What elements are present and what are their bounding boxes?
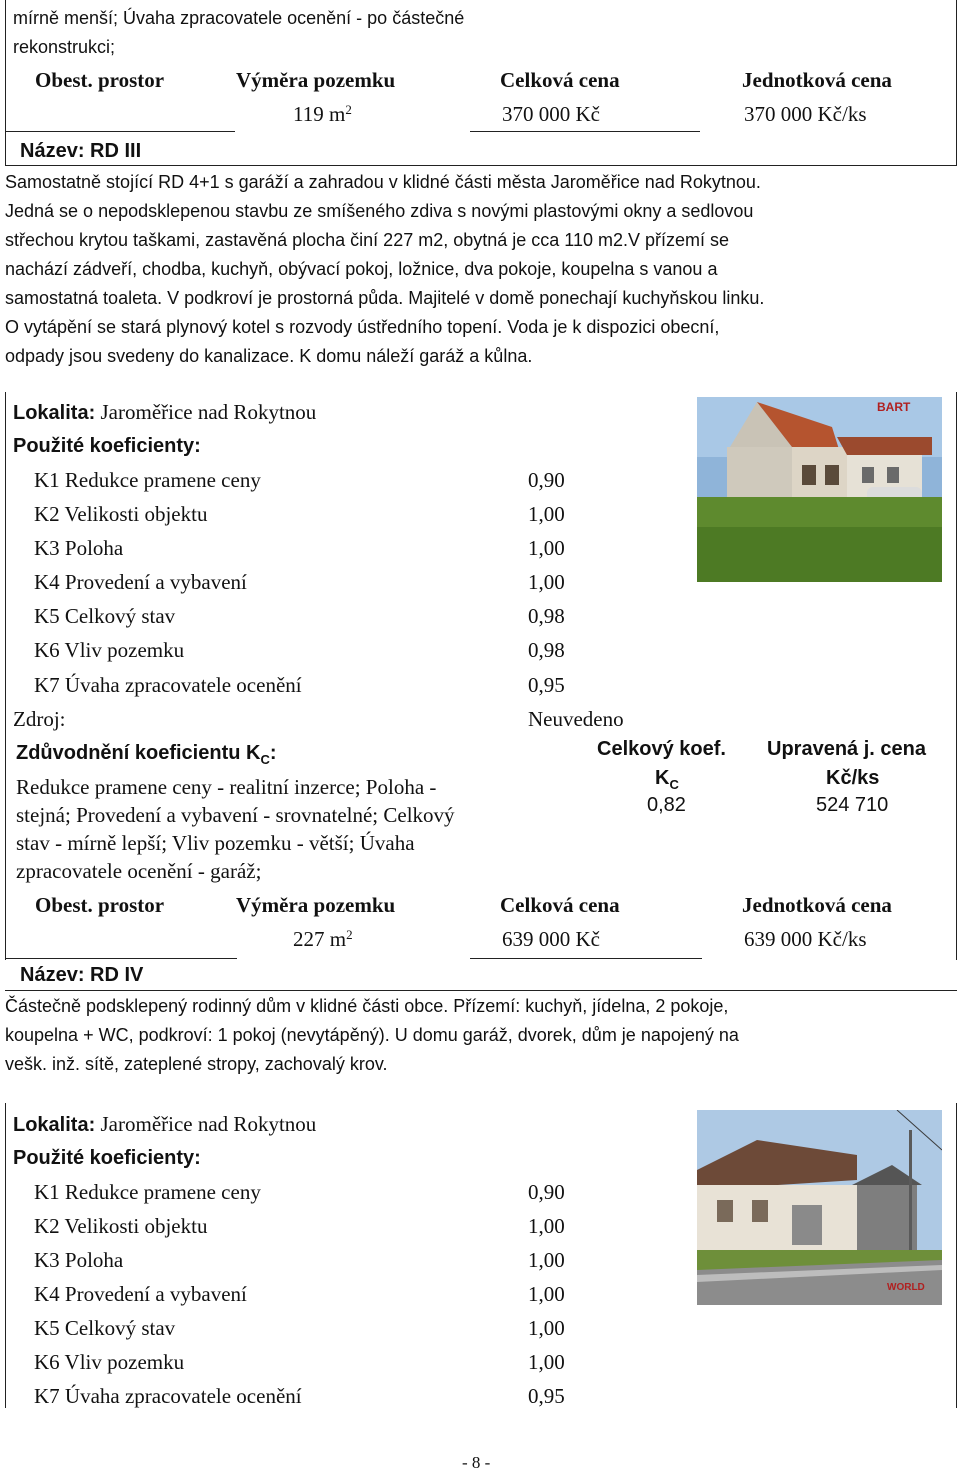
coef-label: K4 Provedení a vybavení [34,570,247,594]
area-number: 119 m [293,102,346,126]
rd4-description [5,992,739,1079]
zdroj-value: Neuvedeno [528,707,624,731]
coef-label: K6 Vliv pozemku [34,638,185,662]
coef-label: K6 Vliv pozemku [34,1350,185,1374]
rd3-lokalita [13,399,316,426]
upravena-cena-value: 524 710 [816,794,889,816]
continuation-text [13,4,464,62]
description-line: Částečně podsklepený rodinný dům v klidné části obce. Přízemí: kuchyň, jídelna, 2 pokoje, [5,996,729,1016]
coef-label: K7 Úvaha zpracovatele ocenění [34,673,302,697]
coef-value: 1,00 [528,1214,565,1238]
area-exponent: 2 [346,927,353,942]
rd3-koeficienty-label: Použité koeficienty: [13,435,201,457]
coef-label: K1 Redukce pramene ceny [34,1180,261,1204]
header-jednotkova-cena: Jednotková cena [742,893,892,917]
continuation-line: mírně menší; Úvaha zpracovatele ocenění - po částečné [13,8,465,28]
coef-value: 0,98 [528,604,565,628]
header-celkova-cena: Celková cena [500,893,620,917]
area-number: 227 m [293,927,347,951]
kc-text: K [655,767,670,789]
description-line: Jedná se o nepodsklepenou stavbu ze smíšeného zdiva s novými plastovými okny a sedlovou [5,201,754,221]
coef-label: K3 Poloha [34,536,124,560]
value-total-price: 370 000 Kč [502,102,600,126]
value-total-price: 639 000 Kč [502,927,600,951]
value-area [293,926,353,952]
section-title-rd3: Název: RD III [20,140,142,162]
header-vymera-pozemku: Výměra pozemku [236,68,396,92]
description-line: vešk. inž. sítě, zateplené stropy, zachovalý krov. [5,1054,388,1074]
rd3-description [5,168,764,371]
photo-watermark: WORLD [887,1282,925,1293]
kc-value: 0,82 [647,794,686,816]
description-line: samostatná toaleta. V podkroví je prostorná půda. Majitelé v domě ponechají kuchyňskou linku. [5,288,765,308]
justification-line: Redukce pramene ceny - realitní inzerce; Poloha - [16,775,437,799]
coef-label: K3 Poloha [34,1248,124,1272]
coef-value: 1,00 [528,1282,565,1306]
coef-value: 0,98 [528,638,565,662]
value-unit-price: 639 000 Kč/ks [744,927,867,951]
header-obest-prostor: Obest. prostor [35,893,165,917]
justification-line: stejná; Provedení a vybavení - srovnatelné; Celkový [16,803,455,827]
zduvodneni-colon: : [269,742,277,764]
celkovy-koef-label: Celkový koef. [597,738,726,760]
zduvodneni-text: Zdůvodnění koeficientu K [16,742,261,764]
coef-value: 1,00 [528,1248,565,1272]
rd4-lokalita [13,1111,316,1138]
rd4-koeficienty-label: Použité koeficienty: [13,1147,201,1169]
section-title-rd4: Název: RD IV [20,964,144,986]
justification-line: zpracovatele ocenění - garáž; [16,859,262,883]
coef-value: 0,90 [528,1180,565,1204]
coef-value: 1,00 [528,536,565,560]
lokalita-value: Jaroměřice nad Rokytnou [100,400,317,424]
coef-value: 1,00 [528,502,565,526]
coef-value: 1,00 [528,1316,565,1340]
value-area [293,101,352,127]
zduvodneni-sub: C [260,752,270,767]
coef-value: 0,95 [528,1384,565,1408]
upravena-cena-label: Upravená j. cena [767,738,926,760]
coef-label: K5 Celkový stav [34,1316,176,1340]
coef-value: 1,00 [528,1350,565,1374]
coef-value: 1,00 [528,570,565,594]
coef-label: K1 Redukce pramene ceny [34,468,261,492]
header-obest-prostor: Obest. prostor [35,68,165,92]
coef-label: K2 Velikosti objektu [34,502,208,526]
continuation-line: rekonstrukci; [13,37,116,57]
description-line: koupelna + WC, podkroví: 1 pokoj (nevytápěný). U domu garáž, dvorek, dům je napojený na [5,1025,739,1045]
justification-line: stav - mírně lepší; Vliv pozemku - větší; Úvaha [16,831,415,855]
justification-text [16,773,455,885]
property-photo-rd3 [697,397,942,582]
coef-label: K2 Velikosti objektu [34,1214,208,1238]
lokalita-label: Lokalita: [13,402,96,424]
coef-value: 0,95 [528,673,565,697]
lokalita-label: Lokalita: [13,1114,96,1136]
description-line: nachází zádveří, chodba, kuchyň, obývací pokoj, ložnice, dva pokoje, koupelna s vanou a [5,259,718,279]
coef-label: K4 Provedení a vybavení [34,1282,247,1306]
description-line: O vytápění se stará plynový kotel s rozvody ústředního topení. Voda je k dispozici obecní, [5,317,720,337]
lokalita-value: Jaroměřice nad Rokytnou [100,1112,317,1136]
coef-label: K7 Úvaha zpracovatele ocenění [34,1384,302,1408]
upravena-cena-unit: Kč/ks [826,767,880,789]
page-number: - 8 - [462,1453,491,1472]
area-exponent: 2 [345,102,352,117]
photo-watermark: BART [877,400,911,414]
description-line: Samostatně stojící RD 4+1 s garáží a zahradou v klidné části města Jaroměřice nad Rokytnou. [5,172,761,192]
header-vymera-pozemku: Výměra pozemku [236,893,396,917]
zduvodneni-label [16,740,277,773]
description-line: střechou krytou taškami, zastavěná plocha činí 227 m2, obytná je cca 110 m2.V přízemí se [5,230,730,250]
kc-sub: C [669,777,679,792]
value-unit-price: 370 000 Kč/ks [744,102,867,126]
zdroj-label: Zdroj: [13,707,66,731]
header-celkova-cena: Celková cena [500,68,620,92]
coef-label: K5 Celkový stav [34,604,176,628]
description-line: odpady jsou svedeny do kanalizace. K domu náleží garáž a kůlna. [5,346,533,366]
coef-value: 0,90 [528,468,565,492]
property-photo-rd4 [697,1110,942,1305]
header-jednotkova-cena: Jednotková cena [742,68,892,92]
